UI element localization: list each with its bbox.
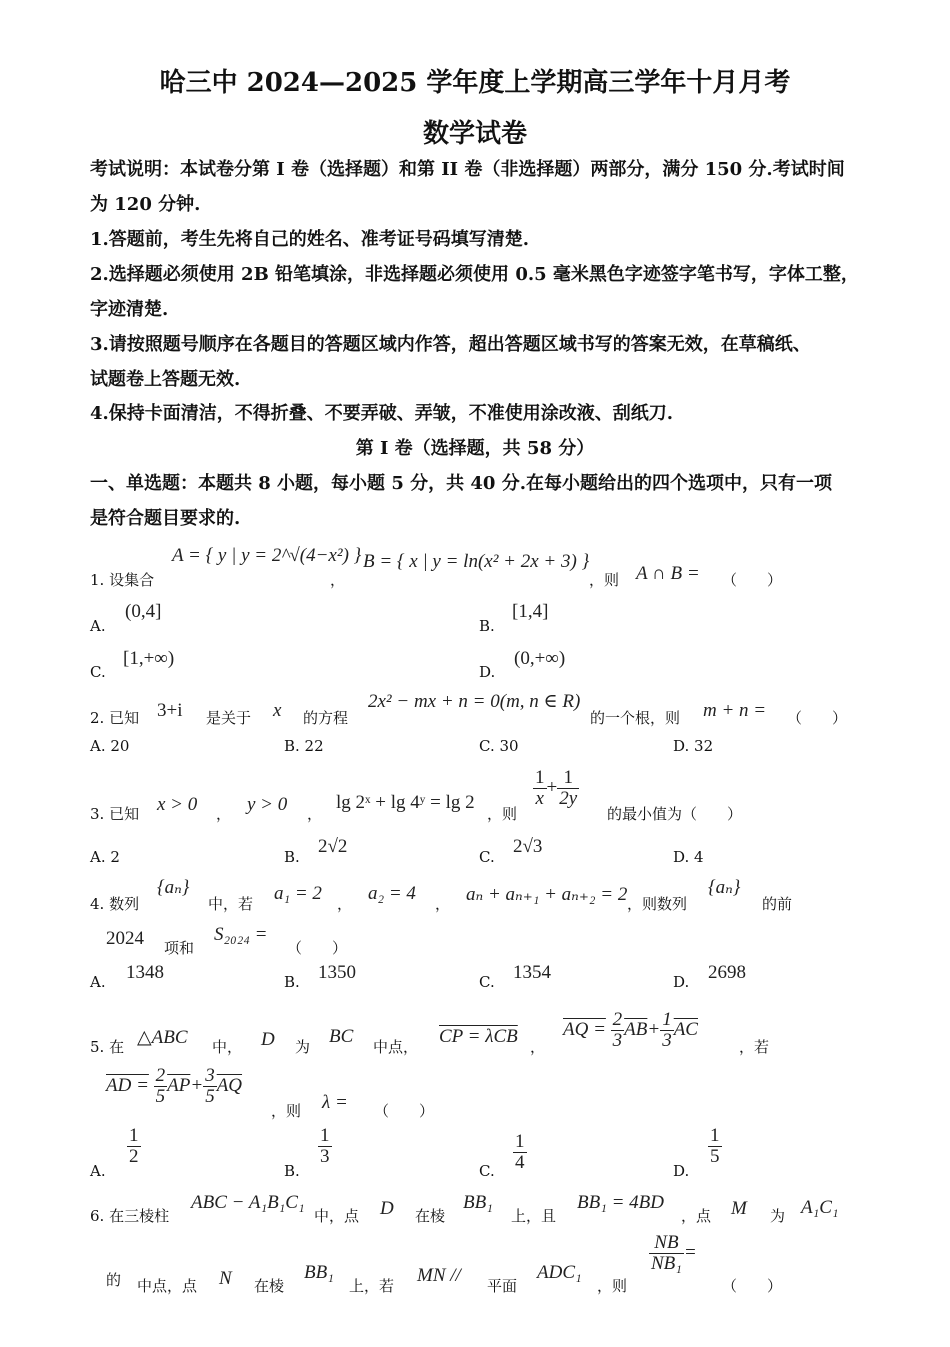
q4-sum: S₂₀₂₄ = [214,924,268,945]
q5-aq-v2: $\overline{AC}$ [673,1018,698,1040]
q6-edge-2: BB₁ [304,1262,334,1283]
q3-option-b-label: B. [284,848,300,866]
q1-option-c: [1,+∞) [123,648,175,669]
q4-before: 的前 [762,895,793,913]
q5-then: ，则 [271,1102,302,1120]
q4-then: ，则数列 [627,895,688,913]
q3-option-b: 2√2 [318,836,348,857]
q6-m: M [731,1198,747,1219]
q1-blank: （ ） [722,571,783,589]
q6-blank: （ ） [722,1277,783,1295]
q4-seq-2: {aₙ} [708,877,741,898]
q5-expr: λ = [322,1092,348,1113]
intro-line-1: 考试说明：本试卷分第 I 卷（选择题）和第 II 卷（非选择题）两部分，满分 150 分.考试时间 [90,159,845,180]
q4-option-c: 1354 [513,962,551,983]
q6-then: ，则 [597,1277,628,1295]
q2-about: 是关于 [206,709,252,727]
q2-option-b: B. 22 [284,737,324,755]
part1-line-1: 一、单选题：本题共 8 小题，每小题 5 分，共 40 分.在每小题给出的四个选项中，只有一项 [90,473,832,494]
q6-plane-name: ADC₁ [537,1262,582,1283]
q5-cp-vector: CP = λCB [439,1026,518,1047]
q4-mid: 中，若 [208,895,254,913]
q4-cond-rec: aₙ + aₙ₊₁ + aₙ₊₂ = 2 [466,884,628,905]
q2-expr: m + n = [703,700,767,721]
q5-aq-relation [563,1010,698,1051]
q3-plus: + [546,776,558,798]
q6-plane: 平面 [487,1277,518,1295]
q5-blank: （ ） [374,1102,435,1120]
q3-option-c-label: C. [479,848,495,866]
q3-frac2-num: 1 [557,768,579,789]
q5-midpoint: 中点， [373,1038,419,1056]
q6-prism: ABC − A₁B₁C₁ [191,1192,305,1213]
q5-aq-lhs: AQ = [563,1018,606,1040]
q2-prefix: 2. 已知 [90,709,140,727]
q4-option-d: 2698 [708,962,746,983]
q5-ad-relation [106,1066,242,1107]
q1-comma: ， [330,571,346,589]
q2-equation-word: 的方程 [303,709,349,727]
q2-option-d: D. 32 [673,737,714,755]
q3-option-c: 2√3 [513,836,543,857]
q4-option-d-label: D. [673,973,690,991]
q2-root: 3+i [157,700,183,721]
q2-x: x [273,700,282,721]
q6-ratio [649,1233,697,1274]
q4-cond-a2: a₂ = 4 [368,883,416,904]
q1-option-c-label: C. [90,663,106,681]
q5-comma: ， [530,1038,546,1056]
q5-option-d [708,1126,722,1167]
q5-option-b [318,1126,332,1167]
q5-ad-lhs: AD = [106,1074,149,1096]
q1-option-a: (0,4] [125,601,162,622]
q5-d: D [261,1029,275,1050]
q5-aq-plus: + [647,1018,661,1040]
q1-option-d: (0,+∞) [514,648,566,669]
exam-title: 哈三中 2024—2025 学年度上学期高三学年十月月考 [159,68,791,98]
q3-cond-y: y > 0 [247,794,288,815]
q5-option-b-label: B. [284,1162,300,1180]
q6-d: D [380,1198,394,1219]
q6-of: 的 [106,1271,122,1289]
q5-option-c-den: 4 [515,1151,525,1173]
q1-then: ，则 [589,571,620,589]
q6-on-edge: 在棱 [415,1207,446,1225]
q5-option-b-num: 1 [320,1125,330,1146]
q4-option-b: 1350 [318,962,356,983]
q5-aq-f2-num: 1 [662,1009,672,1030]
q5-option-d-den: 5 [710,1145,720,1167]
q2-option-c: C. 30 [479,737,519,755]
q4-option-a-label: A. [90,973,106,991]
instruction-1: 1.答题前，考生先将自己的姓名、准考证号码填写清楚. [90,229,530,250]
q4-option-b-label: B. [284,973,300,991]
exam-subtitle: 数学试卷 [422,119,527,149]
q1-option-a-label: A. [90,617,106,635]
q6-edge: BB₁ [463,1192,493,1213]
instruction-2-line-1: 2.选择题必须使用 2B 铅笔填涂，非选择题必须使用 0.5 毫米黑色字迹签字笔书写，字体工整， [90,264,859,285]
q5-option-a-label: A. [90,1162,106,1180]
q5-aq-f1-den: 3 [612,1029,623,1051]
q5-ad-v1: $\overline{AP}$ [167,1074,191,1096]
instruction-4: 4.保持卡面清洁，不得折叠、不要弄破、弄皱，不准使用涂改液、刮纸刀. [90,403,674,424]
q3-expression [533,768,579,809]
q3-option-d: D. 4 [673,848,704,866]
q5-option-d-num: 1 [710,1125,720,1146]
q5-ad-f2-den: 5 [205,1085,215,1107]
q3-prefix: 3. 已知 [90,805,140,823]
q5-option-a-den: 2 [129,1145,139,1167]
q5-aq-f1-num: 2 [612,1009,623,1030]
q1-option-b: [1,4] [512,601,549,622]
q6-above: 上，且 [511,1207,557,1225]
q2-blank: （ ） [787,709,848,727]
q5-prefix: 5. 在 [90,1038,125,1056]
q1-expr: A ∩ B = [636,563,700,584]
q6-midpoint: 中点，点 [137,1277,198,1295]
q3-frac1-den: x [535,787,544,809]
q6-a1c1: A₁C₁ [801,1197,839,1218]
q6-is: 为 [770,1207,786,1225]
q3-comma-1: ， [216,805,232,823]
q5-in: 中， [212,1038,243,1056]
q2-equation: 2x² − mx + n = 0(m, n ∈ R) [368,691,581,712]
instruction-2-line-2: 字迹清楚. [90,299,169,320]
q5-option-c-num: 1 [515,1131,525,1152]
q6-on-edge-2: 在棱 [254,1277,285,1295]
q1-prefix: 1. 设集合 [90,571,155,589]
q3-then: ，则 [487,805,518,823]
q2-option-a: A. 20 [90,737,130,755]
q5-ad-f1-den: 5 [155,1085,166,1107]
q2-one-root: 的一个根，则 [590,709,681,727]
q1-option-b-label: B. [479,617,495,635]
q6-eq: = [683,1241,697,1263]
q4-prefix: 4. 数列 [90,895,140,913]
q4-blank: （ ） [287,939,348,957]
q6-relation: BB₁ = 4BD [577,1192,664,1213]
q4-sum-word: 项和 [164,939,195,957]
q5-aq-v1: $\overline{AB}$ [624,1018,648,1040]
q6-if: 上，若 [349,1277,395,1295]
q3-comma-2: ， [307,805,323,823]
q5-is: 为 [295,1038,311,1056]
q6-n: N [219,1268,232,1289]
q4-option-a: 1348 [126,962,164,983]
q4-cond-a1: a₁ = 2 [274,883,322,904]
q3-frac1-num: 1 [535,767,545,788]
q5-ad-f1-num: 2 [155,1065,166,1086]
q4-option-c-label: C. [479,973,495,991]
q5-option-a [127,1126,141,1167]
q1-set-b: B = { x | y = ln(x² + 2x + 3) } [363,551,590,572]
q5-ad-v2: $\overline{AQ}$ [216,1074,243,1096]
q1-set-a: A = { y | y = 2^√(4−x²) } [172,545,362,566]
part1-line-2: 是符合题目要求的. [90,508,241,529]
q5-bc: BC [329,1026,354,1047]
q5-option-c [513,1132,527,1173]
q6-parallel: MN // [417,1265,461,1286]
q3-cond-x: x > 0 [157,794,198,815]
q4-n: 2024 [106,928,144,949]
q5-option-d-label: D. [673,1162,690,1180]
q6-pt: ，点 [681,1207,712,1225]
q5-ad-plus: + [190,1074,204,1096]
q3-option-a: A. 2 [90,848,120,866]
section-title: 第 I 卷（选择题，共 58 分） [355,438,595,459]
q5-triangle: △ABC [137,1027,188,1048]
q5-option-b-den: 3 [320,1145,330,1167]
q1-option-d-label: D. [479,663,496,681]
q5-if: ，若 [739,1038,770,1056]
q5-ad-f2-num: 3 [205,1065,215,1086]
q6-mid-pt: 中，点 [314,1207,360,1225]
q5-option-a-num: 1 [129,1125,139,1146]
q3-frac2-den: 2y [559,787,578,809]
q3-tail: 的最小值为（ ） [607,805,743,823]
q6-ratio-num: NB [649,1233,684,1254]
instruction-3-line-1: 3.请按照题号顺序在各题目的答题区域内作答，超出答题区域书写的答案无效，在草稿纸、 [90,334,811,355]
q3-cond-lg: lg 2ˣ + lg 4ʸ = lg 2 [336,792,475,813]
q6-ratio-den: NB₁ [651,1252,682,1274]
q5-option-c-label: C. [479,1162,495,1180]
q4-comma-2: ， [435,895,451,913]
q4-seq: {aₙ} [157,877,190,898]
q6-prefix: 6. 在三棱柱 [90,1207,170,1225]
q5-aq-f2-den: 3 [662,1029,672,1051]
intro-line-2: 为 120 分钟. [90,194,201,215]
instruction-3-line-2: 试题卷上答题无效. [90,369,241,390]
q4-comma-1: ， [337,895,353,913]
